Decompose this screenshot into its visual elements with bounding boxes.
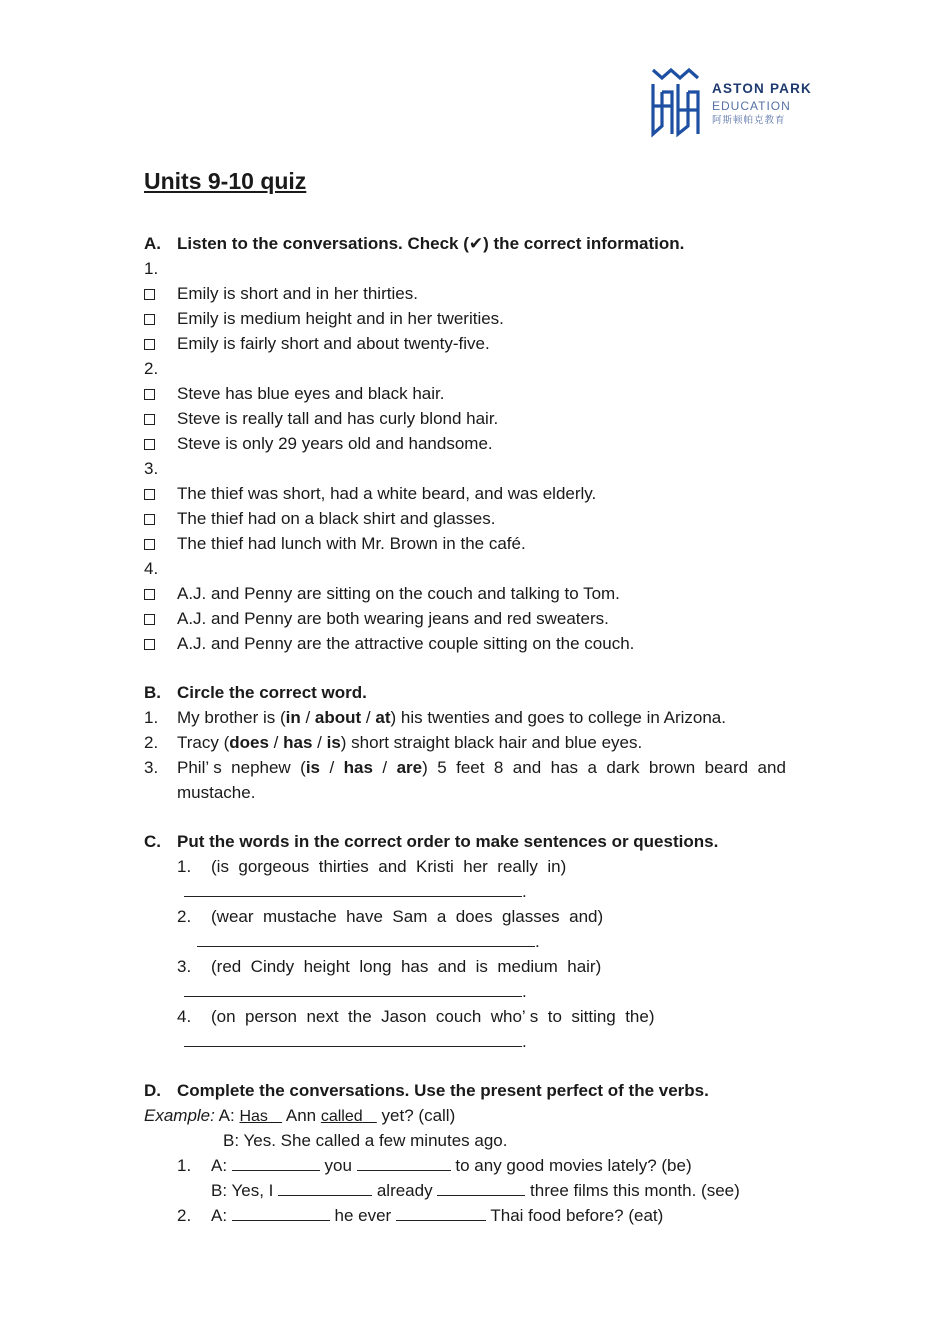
conversation-line-a bbox=[211, 1153, 692, 1178]
checkbox[interactable] bbox=[144, 306, 155, 331]
item-number: 3. bbox=[177, 957, 192, 976]
page-title: Units 9-10 quiz bbox=[144, 168, 307, 194]
checkbox[interactable] bbox=[144, 281, 155, 306]
aston-park-logo bbox=[650, 66, 820, 140]
question-num-label: 2. bbox=[144, 359, 159, 378]
logo-chinese-name: 阿斯顿帕克教育 bbox=[712, 114, 786, 126]
checkbox[interactable] bbox=[144, 506, 155, 531]
item-number: 1. bbox=[144, 708, 159, 727]
checkbox[interactable] bbox=[144, 481, 155, 506]
section-instruction: Put the words in the correct order to make sentences or questions. bbox=[177, 832, 719, 851]
option-text: A.J. and Penny are sitting on the couch and talking to Tom. bbox=[177, 584, 620, 603]
item-number: 2. bbox=[144, 733, 159, 752]
word-choice[interactable]: is bbox=[305, 758, 321, 777]
example-text: Ann bbox=[282, 1106, 321, 1125]
period: . bbox=[522, 1032, 527, 1051]
option-text: Steve has blue eyes and black hair. bbox=[177, 384, 445, 403]
answer-blank[interactable] bbox=[437, 1178, 525, 1196]
example-line-b bbox=[223, 1128, 507, 1153]
answer-blank[interactable] bbox=[357, 1153, 451, 1171]
speaker-a: A: bbox=[211, 1206, 232, 1225]
answer-blank[interactable] bbox=[184, 1029, 522, 1047]
answer-line[interactable] bbox=[184, 879, 527, 904]
checkbox[interactable] bbox=[144, 631, 155, 656]
logo-name: ASTON PARK bbox=[712, 81, 813, 96]
scrambled-words: (wear mustache have Sam a does glasses and) bbox=[211, 907, 604, 926]
option-text: A.J. and Penny are both wearing jeans and red sweaters. bbox=[177, 609, 609, 628]
choice-separator: / bbox=[361, 708, 376, 727]
word-choice[interactable]: about bbox=[314, 708, 362, 727]
item-sentence-continuation: mustache. bbox=[177, 783, 256, 802]
answer-blank[interactable] bbox=[197, 929, 535, 947]
underline-pad bbox=[268, 1106, 282, 1125]
sentence-end: ) his twenties and goes to college in Arizona. bbox=[390, 708, 726, 727]
underline-pad bbox=[363, 1106, 377, 1125]
checkbox[interactable] bbox=[144, 531, 155, 556]
answer-blank[interactable] bbox=[278, 1178, 372, 1196]
choice-separator: / bbox=[320, 758, 344, 777]
answer-line[interactable] bbox=[184, 979, 527, 1004]
item-number: 4. bbox=[177, 1007, 192, 1026]
section-instruction: Complete the conversations. Use the present perfect of the verbs. bbox=[177, 1081, 709, 1100]
item-number: 1. bbox=[177, 1156, 192, 1175]
choice-separator: / bbox=[372, 758, 397, 777]
answer-blank[interactable] bbox=[232, 1153, 320, 1171]
example-answer: B: Yes. She called a few minutes ago. bbox=[223, 1131, 508, 1150]
word-choice[interactable]: does bbox=[229, 733, 269, 752]
word-choice[interactable]: at bbox=[375, 708, 391, 727]
option-text: A.J. and Penny are the attractive couple sitting on the couch. bbox=[177, 634, 635, 653]
answer-blank[interactable] bbox=[232, 1203, 330, 1221]
speaker-b: B: Yes, I bbox=[211, 1181, 279, 1200]
example-label: Example: bbox=[144, 1106, 215, 1125]
checkbox[interactable] bbox=[144, 581, 155, 606]
sentence-start: Phil’ s nephew ( bbox=[177, 758, 306, 777]
logo-text bbox=[712, 82, 812, 125]
option-text: Emily is medium height and in her twerities. bbox=[177, 309, 504, 328]
conversation-text: three films this month. (see) bbox=[525, 1181, 740, 1200]
period: . bbox=[522, 982, 527, 1001]
conversation-text: he ever bbox=[329, 1206, 396, 1225]
scrambled-words: (red Cindy height long has and is medium hair) bbox=[211, 957, 602, 976]
question-num-label: 3. bbox=[144, 459, 159, 478]
option-text: Emily is fairly short and about twenty-five. bbox=[177, 334, 490, 353]
section-instruction: Circle the correct word. bbox=[177, 683, 367, 702]
section-letter: D. bbox=[144, 1081, 161, 1100]
checkbox[interactable] bbox=[144, 331, 155, 356]
period: . bbox=[535, 932, 540, 951]
option-text: The thief had lunch with Mr. Brown in the café. bbox=[177, 534, 526, 553]
section-letter: B. bbox=[144, 683, 161, 702]
answer-blank[interactable] bbox=[184, 879, 522, 897]
option-text: Steve is really tall and has curly blond hair. bbox=[177, 409, 499, 428]
option-text: The thief was short, had a white beard, and was elderly. bbox=[177, 484, 597, 503]
conversation-text: you bbox=[319, 1156, 357, 1175]
checkbox[interactable] bbox=[144, 606, 155, 631]
option-text: Steve is only 29 years old and handsome. bbox=[177, 434, 493, 453]
choice-separator: / bbox=[300, 708, 315, 727]
conversation-text: already bbox=[372, 1181, 438, 1200]
section-instruction: Listen to the conversations. Check (✔) the correct information. bbox=[177, 234, 685, 253]
item-sentence bbox=[177, 705, 726, 730]
sentence-start: Tracy ( bbox=[177, 733, 230, 752]
word-choice[interactable]: has bbox=[343, 758, 373, 777]
answer-line[interactable] bbox=[184, 1029, 527, 1054]
speaker-a: A: bbox=[211, 1156, 232, 1175]
answer-blank[interactable] bbox=[396, 1203, 486, 1221]
sentence-end: ) 5 feet 8 and has a dark brown beard and bbox=[422, 758, 786, 777]
item-number: 2. bbox=[177, 1206, 192, 1225]
word-choice[interactable]: in bbox=[285, 708, 301, 727]
choice-separator: / bbox=[268, 733, 284, 752]
answer-line[interactable] bbox=[197, 929, 540, 954]
checkbox[interactable] bbox=[144, 431, 155, 456]
speaker-a: A: bbox=[214, 1106, 240, 1125]
item-number: 1. bbox=[177, 857, 192, 876]
sentence-start: My brother is ( bbox=[177, 708, 286, 727]
example-fill: Has bbox=[239, 1108, 268, 1125]
example-fill: called bbox=[320, 1108, 363, 1125]
option-text: Emily is short and in her thirties. bbox=[177, 284, 418, 303]
sentence-end: ) short straight black hair and blue eyes. bbox=[340, 733, 643, 752]
item-sentence bbox=[177, 730, 642, 755]
logo-subtitle: EDUCATION bbox=[712, 98, 791, 113]
answer-blank[interactable] bbox=[184, 979, 522, 997]
checkbox[interactable] bbox=[144, 406, 155, 431]
item-number: 3. bbox=[144, 758, 159, 777]
scrambled-words: (on person next the Jason couch who’ s to sitting the) bbox=[211, 1007, 655, 1026]
item-sentence bbox=[177, 755, 786, 780]
word-choice[interactable]: has bbox=[283, 733, 313, 752]
conversation-text: to any good movies lately? (be) bbox=[450, 1156, 692, 1175]
word-choice[interactable]: is bbox=[326, 733, 341, 752]
example-line-a bbox=[144, 1103, 455, 1128]
conversation-text: Thai food before? (eat) bbox=[485, 1206, 664, 1225]
scrambled-words: (is gorgeous thirties and Kristi her really in) bbox=[211, 857, 567, 876]
period: . bbox=[522, 882, 527, 901]
section-letter: C. bbox=[144, 832, 161, 851]
option-text: The thief had on a black shirt and glasses. bbox=[177, 509, 496, 528]
question-num-label: 1. bbox=[144, 259, 159, 278]
word-choice[interactable]: are bbox=[396, 758, 423, 777]
conversation-line-b bbox=[211, 1178, 740, 1203]
choice-separator: / bbox=[312, 733, 327, 752]
item-number: 2. bbox=[177, 907, 192, 926]
section-letter: A. bbox=[144, 234, 161, 253]
checkbox[interactable] bbox=[144, 381, 155, 406]
conversation-line-a bbox=[211, 1203, 663, 1228]
question-num-label: 4. bbox=[144, 559, 159, 578]
example-text: yet? (call) bbox=[376, 1106, 456, 1125]
aston-park-emblem-icon bbox=[650, 66, 706, 140]
